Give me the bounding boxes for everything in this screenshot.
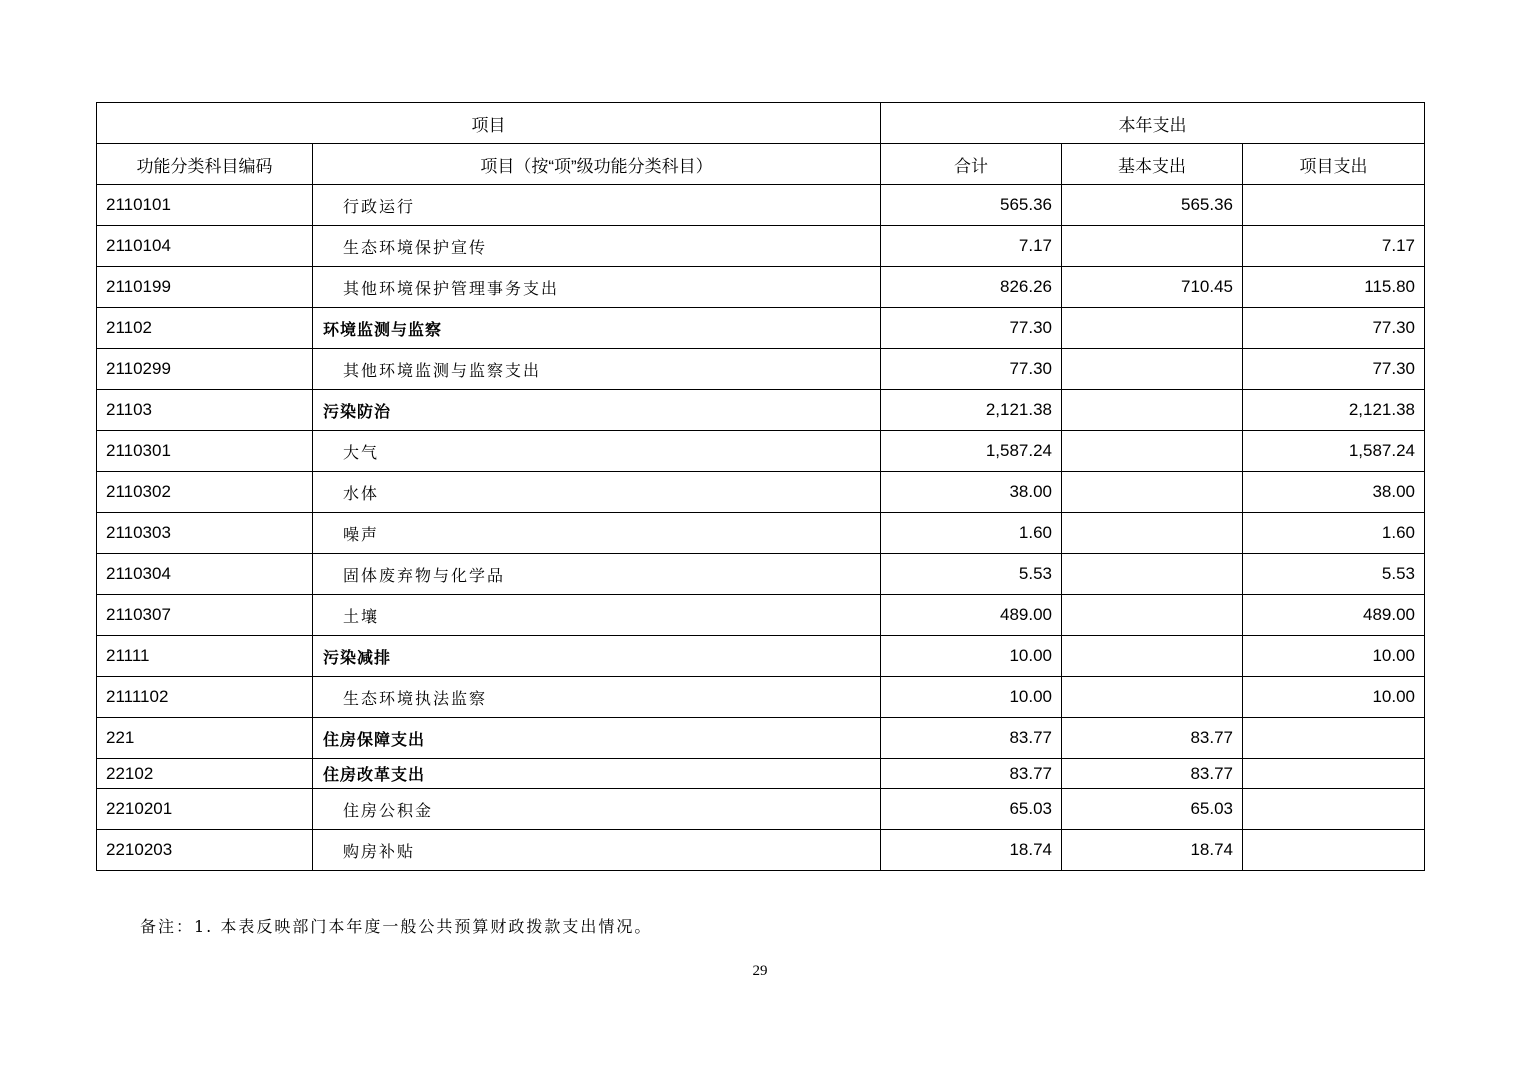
row-basic [1062,636,1243,677]
row-project: 77.30 [1243,349,1425,390]
row-basic [1062,513,1243,554]
row-item-name: 生态环境保护宣传 [313,226,881,267]
expenditure-table [96,102,1425,871]
row-total: 10.00 [881,636,1062,677]
table-row [97,759,1425,789]
row-project: 2,121.38 [1243,390,1425,431]
row-item-name: 生态环境执法监察 [313,677,881,718]
row-item-name: 其他环境保护管理事务支出 [313,267,881,308]
footnote: 备注：1. 本表反映部门本年度一般公共预算财政拨款支出情况。 [140,917,653,936]
row-code: 22102 [97,759,313,789]
table-row [97,595,1425,636]
row-code: 2110301 [97,431,313,472]
table-row [97,472,1425,513]
row-total: 10.00 [881,677,1062,718]
header-current-year-expenditure: 本年支出 [881,103,1425,144]
row-item-name: 噪声 [313,513,881,554]
row-code: 2110303 [97,513,313,554]
row-basic: 83.77 [1062,759,1243,789]
row-basic [1062,595,1243,636]
row-total: 38.00 [881,472,1062,513]
row-total: 5.53 [881,554,1062,595]
row-basic: 65.03 [1062,789,1243,830]
table-row [97,677,1425,718]
row-total: 7.17 [881,226,1062,267]
table-row [97,513,1425,554]
row-basic [1062,677,1243,718]
table-row [97,554,1425,595]
row-item-name: 住房公积金 [313,789,881,830]
row-code: 221 [97,718,313,759]
table-row [97,349,1425,390]
row-basic [1062,472,1243,513]
row-code: 2110104 [97,226,313,267]
row-code: 2110304 [97,554,313,595]
row-item-name: 环境监测与监察 [313,308,881,349]
header-basic: 基本支出 [1062,144,1243,185]
row-item-name: 水体 [313,472,881,513]
row-code: 2110199 [97,267,313,308]
row-total: 65.03 [881,789,1062,830]
row-code: 2210201 [97,789,313,830]
row-basic [1062,226,1243,267]
table-row [97,830,1425,871]
table-row [97,636,1425,677]
row-code: 2210203 [97,830,313,871]
row-project [1243,759,1425,789]
table-row [97,718,1425,759]
table-row [97,185,1425,226]
row-code: 2111102 [97,677,313,718]
table-body [97,103,1425,871]
row-basic [1062,554,1243,595]
table-row [97,267,1425,308]
row-basic: 565.36 [1062,185,1243,226]
row-item-name: 土壤 [313,595,881,636]
row-basic [1062,390,1243,431]
header-total: 合计 [881,144,1062,185]
row-total: 83.77 [881,759,1062,789]
row-basic [1062,349,1243,390]
row-basic [1062,308,1243,349]
row-item-name: 行政运行 [313,185,881,226]
row-project: 10.00 [1243,636,1425,677]
row-total: 83.77 [881,718,1062,759]
row-item-name: 购房补贴 [313,830,881,871]
row-project: 10.00 [1243,677,1425,718]
row-project: 5.53 [1243,554,1425,595]
page-number: 29 [752,963,768,979]
table-row [97,226,1425,267]
row-project [1243,185,1425,226]
row-project: 7.17 [1243,226,1425,267]
row-code: 2110299 [97,349,313,390]
row-basic [1062,431,1243,472]
row-code: 2110307 [97,595,313,636]
row-basic: 83.77 [1062,718,1243,759]
row-project: 1,587.24 [1243,431,1425,472]
row-code: 21103 [97,390,313,431]
row-project: 489.00 [1243,595,1425,636]
row-total: 1,587.24 [881,431,1062,472]
row-total: 489.00 [881,595,1062,636]
row-project [1243,718,1425,759]
row-total: 826.26 [881,267,1062,308]
row-total: 2,121.38 [881,390,1062,431]
header-code: 功能分类科目编码 [97,144,313,185]
row-item-name: 污染防治 [313,390,881,431]
row-item-name: 污染减排 [313,636,881,677]
row-total: 77.30 [881,308,1062,349]
table-row [97,789,1425,830]
table-row [97,390,1425,431]
row-item-name: 大气 [313,431,881,472]
header-row-1 [97,103,1425,144]
row-basic: 18.74 [1062,830,1243,871]
row-project [1243,789,1425,830]
row-code: 21102 [97,308,313,349]
row-item-name: 固体废弃物与化学品 [313,554,881,595]
row-total: 18.74 [881,830,1062,871]
row-project [1243,830,1425,871]
header-project-expenditure: 项目支出 [1243,144,1425,185]
row-project: 1.60 [1243,513,1425,554]
header-project: 项目 [97,103,881,144]
row-item-name: 住房保障支出 [313,718,881,759]
row-project: 115.80 [1243,267,1425,308]
table-row [97,308,1425,349]
row-code: 21111 [97,636,313,677]
row-total: 565.36 [881,185,1062,226]
header-row-2 [97,144,1425,185]
table-row [97,431,1425,472]
row-item-name: 住房改革支出 [313,759,881,789]
row-item-name: 其他环境监测与监察支出 [313,349,881,390]
row-total: 1.60 [881,513,1062,554]
row-project: 38.00 [1243,472,1425,513]
header-item-name: 项目（按“项”级功能分类科目） [313,144,881,185]
row-total: 77.30 [881,349,1062,390]
row-project: 77.30 [1243,308,1425,349]
row-basic: 710.45 [1062,267,1243,308]
row-code: 2110101 [97,185,313,226]
row-code: 2110302 [97,472,313,513]
